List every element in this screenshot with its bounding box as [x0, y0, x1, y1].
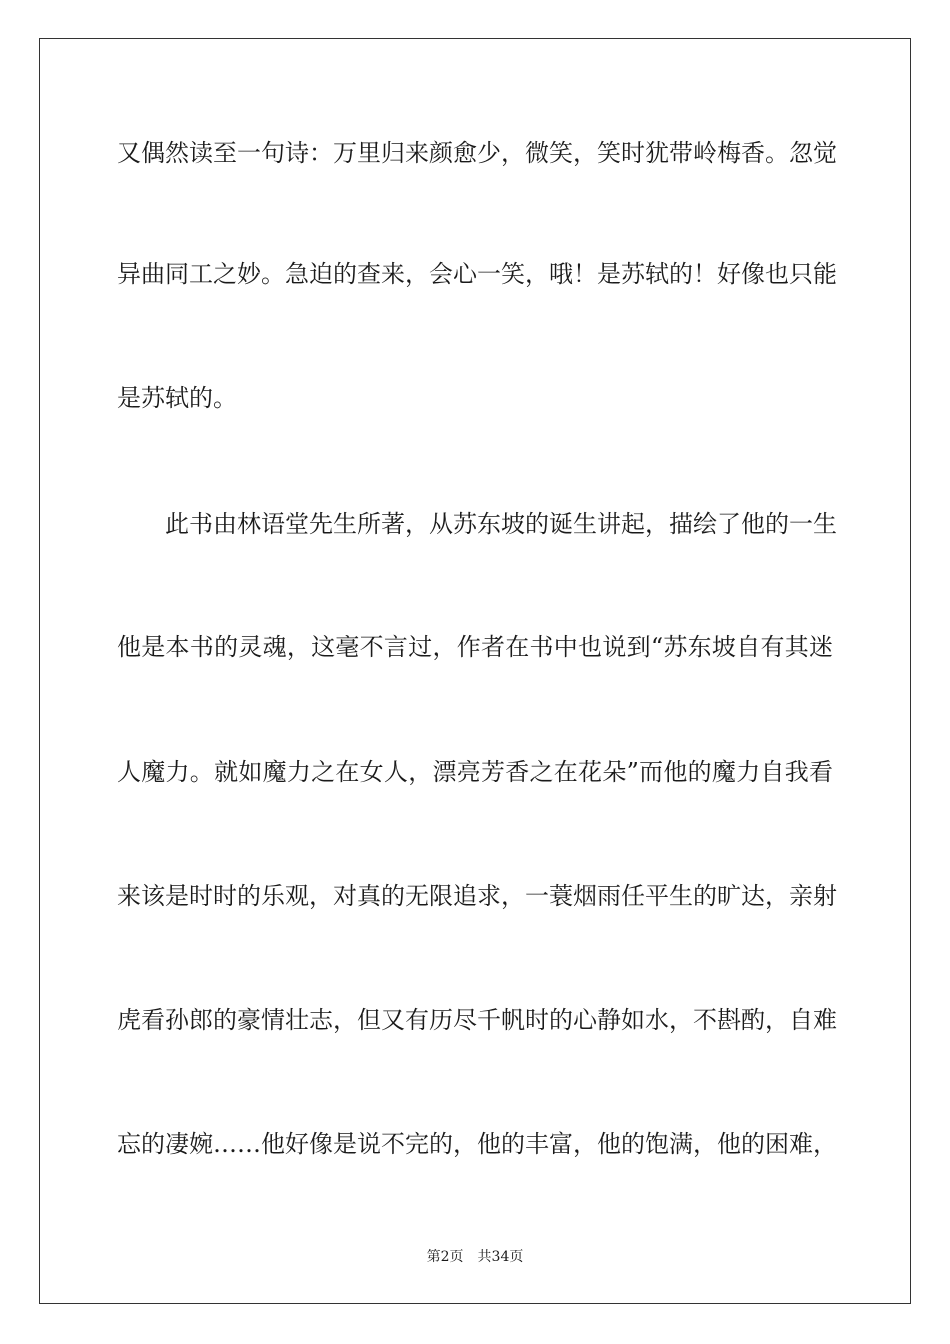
body-text-line-6: 人魔力。就如魔力之在女人，漂亮芳香之在花朵”而他的魔力自我看 [117, 758, 833, 786]
body-text-line-1: 又偶然读至一句诗：万里归来颜愈少，微笑，笑时犹带岭梅香。忽觉 [117, 139, 837, 167]
page-total: 共34页 [477, 1249, 524, 1265]
body-text-line-9: 忘的凄婉……他好像是说不完的，他的丰富，他的饱满，他的困难， [117, 1130, 837, 1158]
body-text-line-7: 来该是时时的乐观，对真的无限追求，一蓑烟雨任平生的旷达，亲射 [117, 882, 837, 910]
body-text-line-3: 是苏轼的。 [117, 384, 237, 412]
page-footer [0, 1248, 950, 1266]
body-text-line-4: 此书由林语堂先生所著，从苏东坡的诞生讲起，描绘了他的一生 [165, 510, 837, 538]
body-text-line-2: 异曲同工之妙。急迫的查来，会心一笑，哦！是苏轼的！好像也只能 [117, 260, 837, 288]
page-frame [39, 38, 911, 1304]
body-text-line-5: 他是本书的灵魂，这毫不言过，作者在书中也说到“苏东坡自有其迷 [117, 633, 833, 661]
body-text-line-8: 虎看孙郎的豪情壮志，但又有历尽千帆时的心静如水，不斟酌，自难 [117, 1006, 837, 1034]
page-number: 第2页 [426, 1249, 464, 1265]
